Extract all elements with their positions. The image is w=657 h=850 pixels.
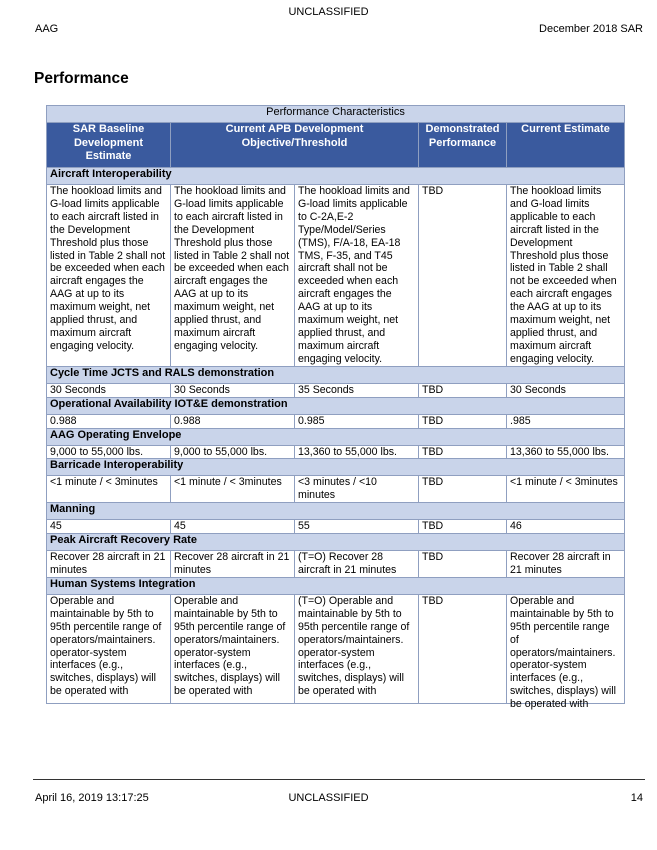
group-title: Operational Availability IOT&E demonstration xyxy=(47,397,625,414)
column-header-sar-baseline: SAR Baseline Development Estimate xyxy=(47,123,171,168)
group-header-row xyxy=(47,428,625,445)
table-cell: <1 minute / < 3minutes xyxy=(171,476,295,503)
table-cell xyxy=(295,594,419,703)
header-report-date: December 2018 SAR xyxy=(539,23,643,35)
table-row xyxy=(47,185,625,367)
group-title: Human Systems Integration xyxy=(47,577,625,594)
table-cell: TBD xyxy=(419,551,507,578)
table-cell: Recover 28 aircraft in 21 minutes xyxy=(47,551,171,578)
table-cell: 45 xyxy=(171,520,295,534)
group-header-row xyxy=(47,503,625,520)
table-cell: The hookload limits and G-load limits applicable to each aircraft listed in the Development Threshold plus those listed in Table 2 shall not be exceeded when each aircraft engages the AAG at up to its maximum weight, net applied thrust, and maximum aircraft engaging velocity. xyxy=(507,185,625,367)
group-header-row xyxy=(47,534,625,551)
table-row xyxy=(47,551,625,578)
table-cell: The hookload limits and G-load limits applicable to each aircraft listed in the Development Threshold plus those listed in Table 2 shall not be exceeded when each aircraft engages the AAG at up to its maximum weight, net applied thrust, and maximum aircraft engaging velocity. xyxy=(47,185,171,367)
table-cell: 35 Seconds xyxy=(295,383,419,397)
column-header-demonstrated: Demonstrated Performance xyxy=(419,123,507,168)
cell-text: Operable and maintainable by 5th to 95th percentile range of operators/maintainers. operator-system interfaces (e.g., switches, displays) will be operated with xyxy=(510,594,616,711)
table-caption-row xyxy=(47,106,625,123)
table-cell: 9,000 to 55,000 lbs. xyxy=(171,445,295,459)
page-number: 14 xyxy=(630,792,643,804)
table-row xyxy=(47,594,625,703)
group-header-row xyxy=(47,397,625,414)
table-cell: The hookload limits and G-load limits applicable to C-2A,E-2 Type/Model/Series (TMS), F/A-18, EA-18 TMS, F-35, and T45 aircraft shall not be exceeded when each aircraft engages the AAG at up to its maximum weight, net applied thrust, and maximum aircraft engaging velocity. xyxy=(295,185,419,367)
group-header-row xyxy=(47,459,625,476)
group-header-row xyxy=(47,577,625,594)
table-cell: TBD xyxy=(419,520,507,534)
group-title: Cycle Time JCTS and RALS demonstration xyxy=(47,366,625,383)
cell-text: Operable and maintainable by 5th to 95th percentile range of operators/maintainers. operator-system interfaces (e.g., switches, displays) will be operated with xyxy=(50,594,162,698)
table-cell: Recover 28 aircraft in 21 minutes xyxy=(171,551,295,578)
group-title: Aircraft Interoperability xyxy=(47,168,625,185)
classification-marking-top: UNCLASSIFIED xyxy=(288,6,369,18)
table-cell: Recover 28 aircraft in 21 minutes xyxy=(507,551,625,578)
column-header-current-apb: Current APB Development Objective/Threshold xyxy=(171,123,419,168)
table-cell: 0.988 xyxy=(171,414,295,428)
performance-table xyxy=(46,105,625,711)
table-cell: 9,000 to 55,000 lbs. xyxy=(47,445,171,459)
group-title: Peak Aircraft Recovery Rate xyxy=(47,534,625,551)
footer-timestamp: April 16, 2019 13:17:25 xyxy=(35,792,149,804)
table-cell: .985 xyxy=(507,414,625,428)
table-cell xyxy=(507,594,625,711)
table-cell: The hookload limits and G-load limits applicable to each aircraft listed in the Development Threshold plus those listed in Table 2 shall not be exceeded when each aircraft engages the AAG at up to its maximum weight, net applied thrust, and maximum aircraft engaging velocity. xyxy=(171,185,295,367)
table-cell: (T=O) Recover 28 aircraft in 21 minutes xyxy=(295,551,419,578)
section-title: Performance xyxy=(34,70,129,87)
table-cell xyxy=(171,594,295,703)
table-cell: TBD xyxy=(419,414,507,428)
table-header-row xyxy=(47,123,625,168)
group-title: Manning xyxy=(47,503,625,520)
classification-marking-bottom: UNCLASSIFIED xyxy=(288,792,369,804)
table-cell xyxy=(419,594,507,703)
table-row xyxy=(47,445,625,459)
table-cell: 30 Seconds xyxy=(47,383,171,397)
table-cell: TBD xyxy=(419,476,507,503)
table-row xyxy=(47,520,625,534)
table-cell: 0.985 xyxy=(295,414,419,428)
table-cell: TBD xyxy=(419,383,507,397)
group-header-row xyxy=(47,168,625,185)
table-cell: 13,360 to 55,000 lbs. xyxy=(507,445,625,459)
table-cell: 55 xyxy=(295,520,419,534)
table-cell: <1 minute / < 3minutes xyxy=(507,476,625,503)
table-cell: <3 minutes / <10 minutes xyxy=(295,476,419,503)
header-program-name: AAG xyxy=(35,23,59,35)
table-caption: Performance Characteristics xyxy=(47,106,625,123)
footer-divider xyxy=(33,779,645,780)
group-title: Barricade Interoperability xyxy=(47,459,625,476)
table-cell xyxy=(47,594,171,703)
table-row xyxy=(47,476,625,503)
table-cell: 46 xyxy=(507,520,625,534)
cell-text: TBD xyxy=(422,594,444,607)
table-row xyxy=(47,414,625,428)
group-header-row xyxy=(47,366,625,383)
table-cell: TBD xyxy=(419,185,507,367)
table-cell: <1 minute / < 3minutes xyxy=(47,476,171,503)
group-title: AAG Operating Envelope xyxy=(47,428,625,445)
table-cell: 0.988 xyxy=(47,414,171,428)
table-cell: TBD xyxy=(419,445,507,459)
table-cell: 30 Seconds xyxy=(171,383,295,397)
table-row xyxy=(47,383,625,397)
table-cell: 45 xyxy=(47,520,171,534)
cell-text: (T=O) Operable and maintainable by 5th to 95th percentile range of operators/maintainers. operator-system interfaces (e.g., switches, displays) will be operated with xyxy=(298,594,410,698)
table-cell: 13,360 to 55,000 lbs. xyxy=(295,445,419,459)
column-header-current-estimate: Current Estimate xyxy=(507,123,625,168)
table-cell: 30 Seconds xyxy=(507,383,625,397)
cell-text: Operable and maintainable by 5th to 95th percentile range of operators/maintainers. operator-system interfaces (e.g., switches, displays) will be operated with xyxy=(174,594,286,698)
